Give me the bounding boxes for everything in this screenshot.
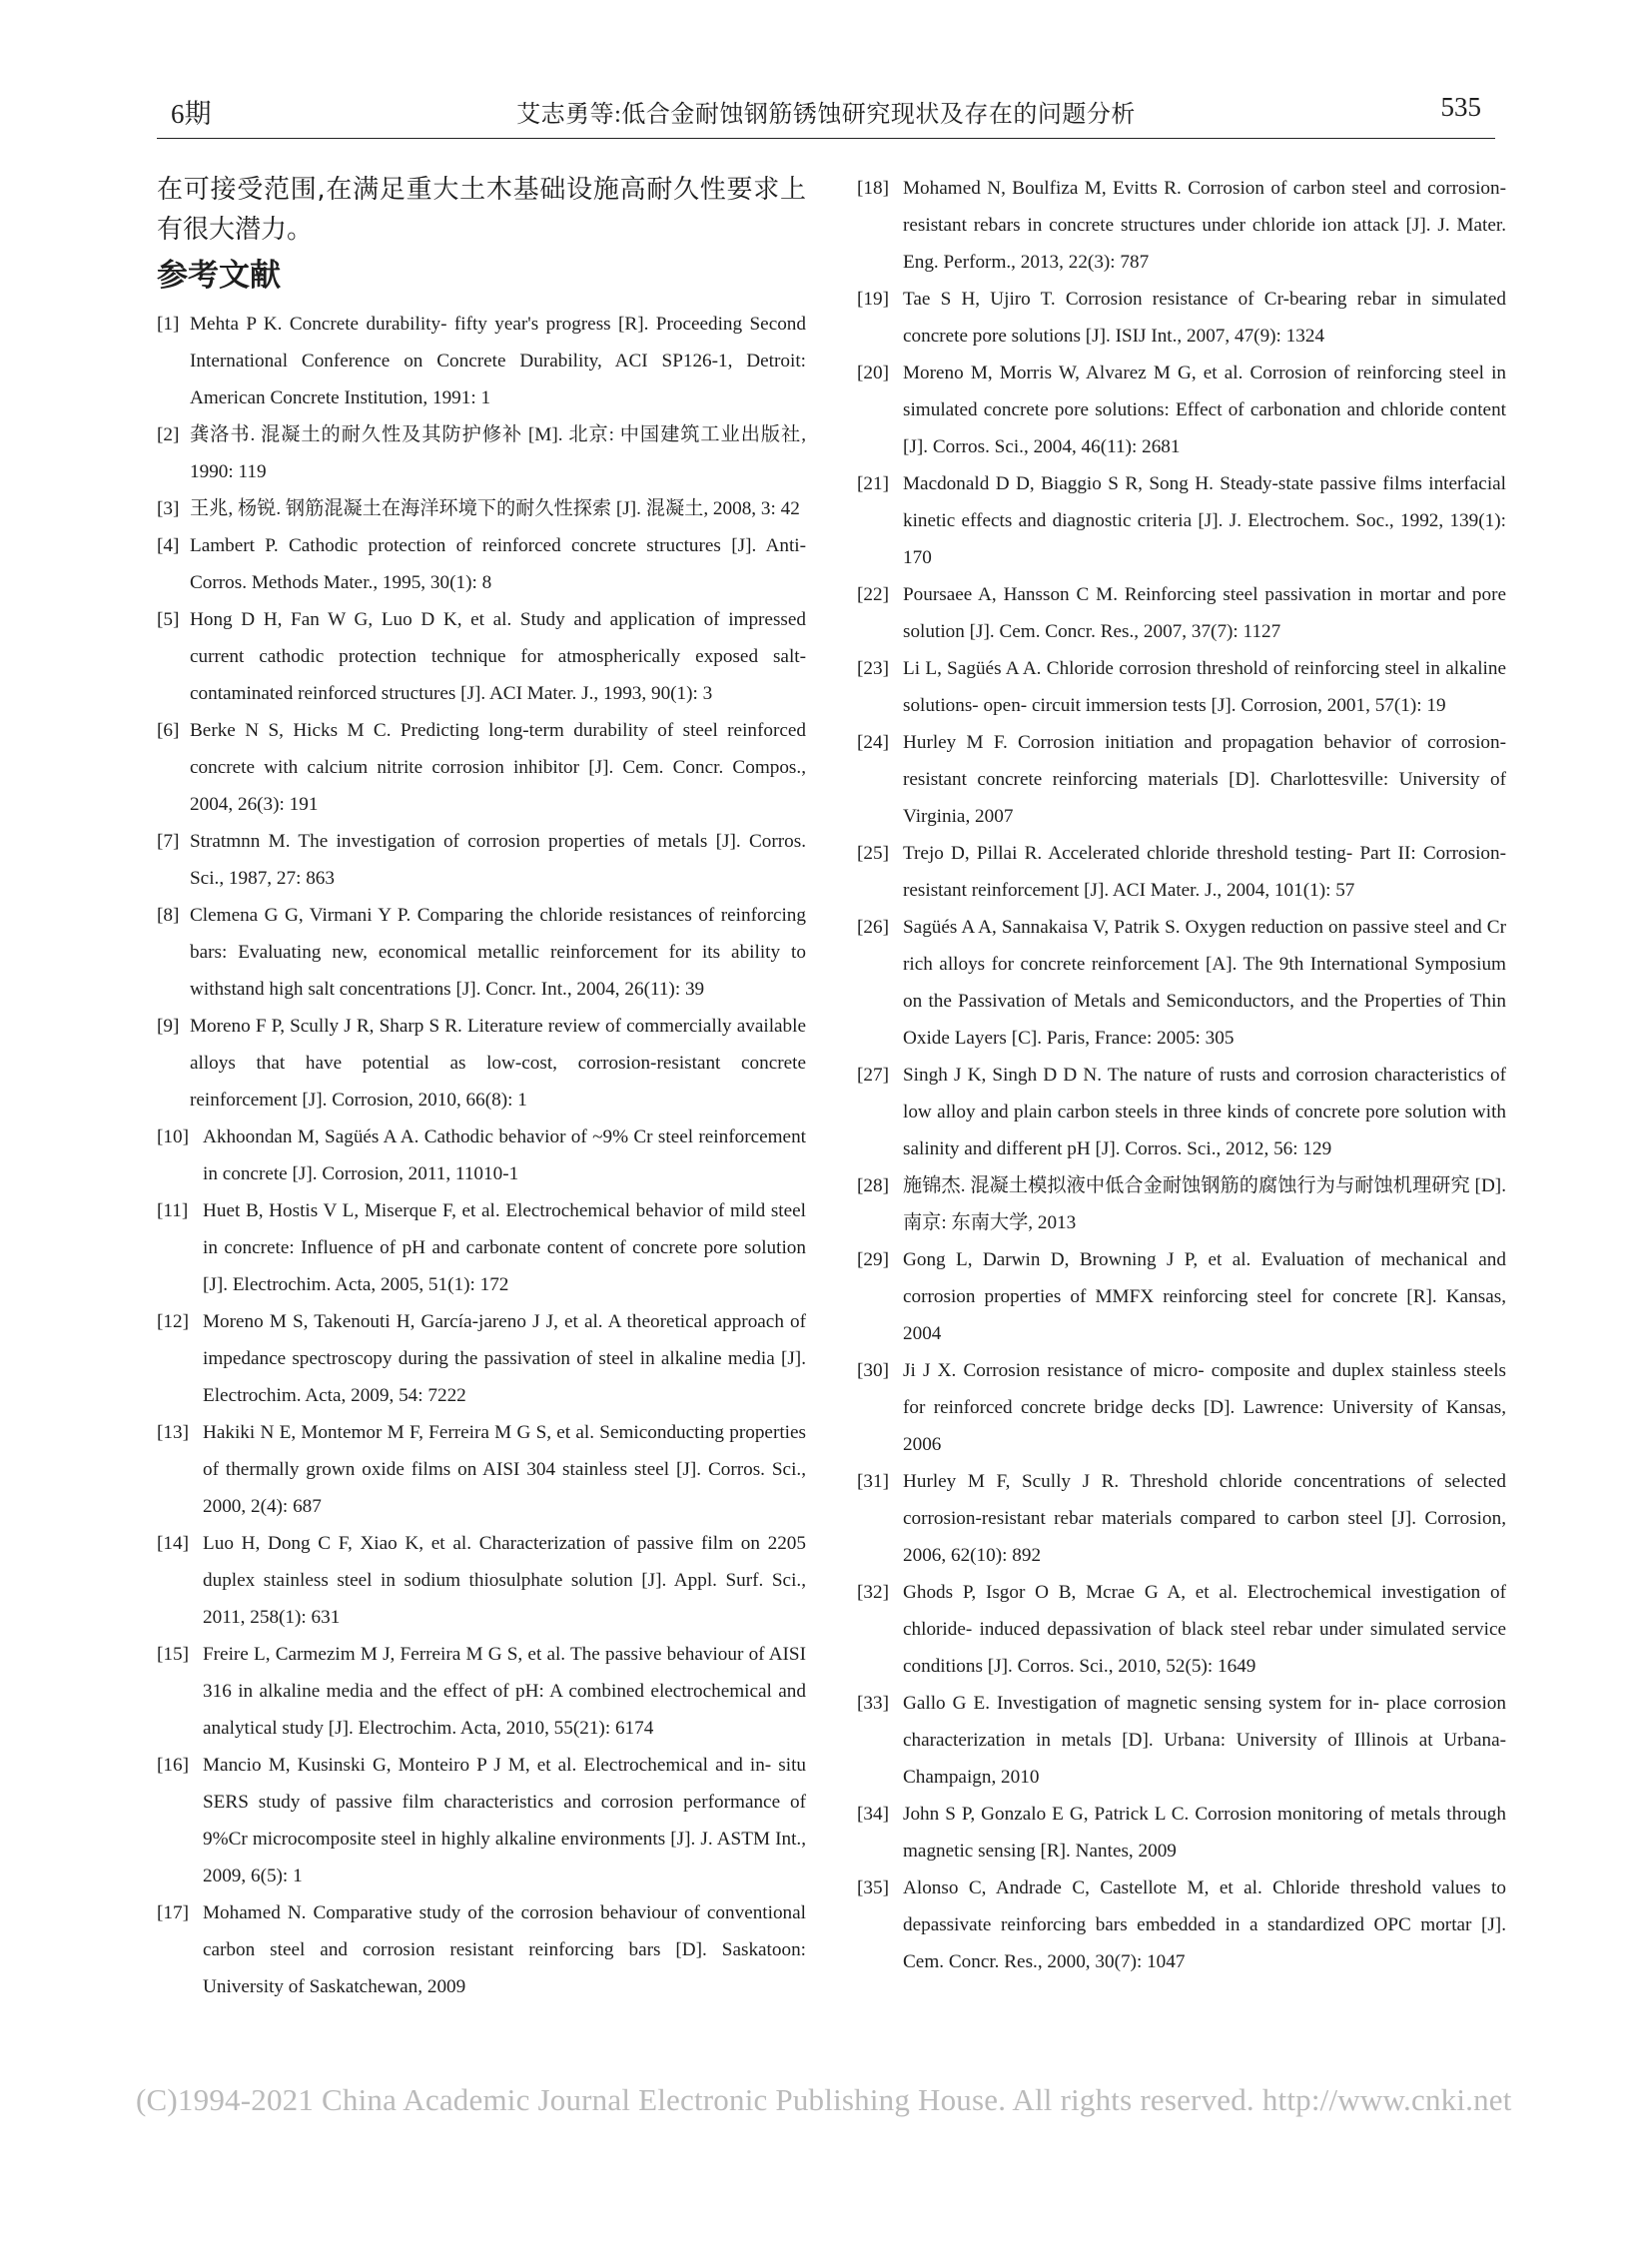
reference-number: [33] (857, 1693, 889, 1714)
reference-text: Singh J K, Singh D D N. The nature of rusts and corrosion characteristics of low alloy and plain carbon steels in three kinds of concrete pore solution with salinity and different pH [J]. Corros. Sci., 2012, 56: 129 (903, 1065, 1506, 1159)
reference-number: [11] (157, 1200, 189, 1221)
reference-text: Gong L, Darwin D, Browning J P, et al. Evaluation of mechanical and corrosion properties of MMFX reinforcing steel for concrete [R]. Kansas, 2004 (903, 1249, 1506, 1344)
running-title: 艾志勇等:低合金耐蚀钢筋锈蚀研究现状及存在的问题分析 (516, 102, 1136, 128)
reference-number: [5] (157, 609, 180, 630)
reference-entry (157, 601, 806, 712)
reference-text: Mancio M, Kusinski G, Monteiro P J M, et al. Electrochemical and in- situ SERS study of passive film characteristics and corrosion performance of 9%Cr microcomposite steel in highly alkaline environments [J]. J. ASTM Int., 2009, 6(5): 1 (203, 1755, 806, 1886)
references-list-right (857, 170, 1506, 1980)
reference-entry (857, 281, 1506, 355)
reference-entry (857, 724, 1506, 835)
reference-number: [14] (157, 1533, 189, 1554)
copyright-watermark: (C)1994-2021 China Academic Journal Electronic Publishing House. All rights reserved. http://www.cnki.net (136, 2082, 1512, 2117)
reference-number: [20] (857, 363, 889, 383)
reference-entry (157, 1894, 806, 2005)
reference-entry (857, 1167, 1506, 1241)
reference-entry (157, 416, 806, 490)
reference-entry (157, 1414, 806, 1525)
reference-text: Freire L, Carmezim M J, Ferreira M G S, et al. The passive behaviour of AISI 316 in alkaline media and the effect of pH: A combined electrochemical and analytical study [J]. Electrochim. Acta, 2010, 55(21): 6174 (203, 1644, 806, 1739)
reference-text: Luo H, Dong C F, Xiao K, et al. Characterization of passive film on 2205 duplex stainless steel in sodium thiosulphate solution [J]. Appl. Surf. Sci., 2011, 258(1): 631 (203, 1533, 806, 1628)
reference-number: [3] (157, 498, 180, 519)
reference-entry (857, 465, 1506, 576)
reference-number: [17] (157, 1902, 189, 1923)
reference-entry (157, 897, 806, 1008)
reference-number: [31] (857, 1471, 889, 1492)
reference-entry (857, 576, 1506, 650)
reference-text: Moreno M, Morris W, Alvarez M G, et al. Corrosion of reinforcing steel in simulated concrete pore solutions: Effect of carbonation and chloride content [J]. Corros. Sci., 2004, 46(11): 2681 (903, 363, 1506, 457)
reference-number: [10] (157, 1126, 189, 1147)
reference-text: Mohamed N, Boulfiza M, Evitts R. Corrosion of carbon steel and corrosion- resistant rebars in concrete structures under chloride ion attack [J]. J. Mater. Eng. Perform., 2013, 22(3): 787 (903, 178, 1506, 273)
header-rule (157, 138, 1495, 139)
reference-number: [16] (157, 1755, 189, 1776)
reference-entry (857, 170, 1506, 281)
reference-entry (857, 1574, 1506, 1685)
reference-entry (157, 1303, 806, 1414)
reference-number: [2] (157, 424, 180, 445)
reference-entry (857, 650, 1506, 724)
reference-text: Alonso C, Andrade C, Castellote M, et al. Chloride threshold values to depassivate reinforcing bars embedded in a standardized OPC mortar [J]. Cem. Concr. Res., 2000, 30(7): 1047 (903, 1877, 1506, 1972)
reference-text: 王兆, 杨锐. 钢筋混凝土在海洋环境下的耐久性探索 [J]. 混凝土, 2008, 3: 42 (190, 498, 800, 519)
reference-number: [27] (857, 1065, 889, 1086)
reference-text: Clemena G G, Virmani Y P. Comparing the chloride resistances of reinforcing bars: Evaluating new, economical metallic reinforcement for its ability to withstand high salt concentrations [J]. Concr. Int., 2004, 26(11): 39 (190, 905, 806, 1000)
reference-text: Mohamed N. Comparative study of the corrosion behaviour of conventional carbon steel and corrosion resistant reinforcing bars [D]. Saskatoon: University of Saskatchewan, 2009 (203, 1902, 806, 1997)
reference-text: Sagüés A A, Sannakaisa V, Patrik S. Oxygen reduction on passive steel and Cr rich alloys for concrete reinforcement [A]. The 9th International Symposium on the Passivation of Metals and Semiconductors, and the Properties of Thin Oxide Layers [C]. Paris, France: 2005: 305 (903, 917, 1506, 1049)
reference-text: 施锦杰. 混凝土模拟液中低合金耐蚀钢筋的腐蚀行为与耐蚀机理研究 [D]. 南京: 东南大学, 2013 (903, 1175, 1506, 1233)
reference-number: [13] (157, 1422, 189, 1443)
reference-number: [28] (857, 1175, 889, 1196)
reference-text: Li L, Sagüés A A. Chloride corrosion threshold of reinforcing steel in alkaline solutions- open- circuit immersion tests [J]. Corrosion, 2001, 57(1): 19 (903, 658, 1506, 716)
reference-entry (857, 355, 1506, 465)
reference-entry (857, 1057, 1506, 1167)
reference-entry (157, 1747, 806, 1894)
reference-number: [1] (157, 314, 180, 335)
reference-text: Akhoondan M, Sagüés A A. Cathodic behavior of ~9% Cr steel reinforcement in concrete [J]. Corrosion, 2011, 11010-1 (203, 1126, 806, 1184)
reference-text: Gallo G E. Investigation of magnetic sensing system for in- place corrosion characterization in metals [D]. Urbana: University of Illinois at Urbana-Champaign, 2010 (903, 1693, 1506, 1788)
reference-number: [21] (857, 473, 889, 494)
right-column (857, 170, 1506, 1980)
references-heading: 参考文献 (157, 258, 281, 294)
issue-number: 6期 (171, 99, 212, 129)
reference-text: John S P, Gonzalo E G, Patrick L C. Corrosion monitoring of metals through magnetic sensing [R]. Nantes, 2009 (903, 1804, 1506, 1862)
reference-text: Moreno F P, Scully J R, Sharp S R. Literature review of commercially available alloys that have potential as low-cost, corrosion-resistant concrete reinforcement [J]. Corrosion, 2010, 66(8): 1 (190, 1016, 806, 1111)
reference-text: Hakiki N E, Montemor M F, Ferreira M G S, et al. Semiconducting properties of thermally grown oxide films on AISI 304 stainless steel [J]. Corros. Sci., 2000, 2(4): 687 (203, 1422, 806, 1517)
reference-entry (157, 1119, 806, 1192)
reference-text: Hurley M F, Scully J R. Threshold chloride concentrations of selected corrosion-resistant rebar materials compared to carbon steel [J]. Corrosion, 2006, 62(10): 892 (903, 1471, 1506, 1566)
reference-text: Poursaee A, Hansson C M. Reinforcing steel passivation in mortar and pore solution [J]. Cem. Concr. Res., 2007, 37(7): 1127 (903, 584, 1506, 642)
reference-text: Tae S H, Ujiro T. Corrosion resistance of Cr-bearing rebar in simulated concrete pore solutions [J]. ISIJ Int., 2007, 47(9): 1324 (903, 289, 1506, 347)
reference-text: Ghods P, Isgor O B, Mcrae G A, et al. Electrochemical investigation of chloride- induced depassivation of black steel rebar under simulated service conditions [J]. Corros. Sci., 2010, 52(5): 1649 (903, 1582, 1506, 1677)
reference-entry (857, 1685, 1506, 1796)
reference-number: [6] (157, 720, 180, 741)
reference-entry (157, 1192, 806, 1303)
reference-text: Hurley M F. Corrosion initiation and propagation behavior of corrosion-resistant concrete reinforcing materials [D]. Charlottesville: University of Virginia, 2007 (903, 732, 1506, 827)
reference-entry (157, 1008, 806, 1119)
reference-text: Huet B, Hostis V L, Miserque F, et al. Electrochemical behavior of mild steel in concrete: Influence of pH and carbonate content of concrete pore solution [J]. Electrochim. Acta, 2005, 51(1): 172 (203, 1200, 806, 1295)
page-number: 535 (1440, 92, 1481, 122)
reference-number: [24] (857, 732, 889, 753)
reference-number: [8] (157, 905, 180, 926)
reference-number: [35] (857, 1877, 889, 1898)
reference-number: [32] (857, 1582, 889, 1603)
reference-entry (157, 1525, 806, 1636)
reference-entry (157, 527, 806, 601)
reference-entry (157, 306, 806, 416)
reference-number: [29] (857, 1249, 889, 1270)
reference-number: [19] (857, 289, 889, 310)
reference-entry (157, 490, 806, 527)
reference-number: [18] (857, 178, 889, 199)
reference-text: Ji J X. Corrosion resistance of micro- composite and duplex stainless steels for reinforced concrete bridge decks [D]. Lawrence: University of Kansas, 2006 (903, 1360, 1506, 1455)
reference-text: Macdonald D D, Biaggio S R, Song H. Steady-state passive films interfacial kinetic effects and diagnostic criteria [J]. J. Electrochem. Soc., 1992, 139(1): 170 (903, 473, 1506, 568)
reference-entry (857, 1241, 1506, 1352)
reference-entry (857, 835, 1506, 909)
reference-text: Lambert P. Cathodic protection of reinforced concrete structures [J]. Anti-Corros. Methods Mater., 1995, 30(1): 8 (190, 535, 806, 593)
reference-entry (857, 1796, 1506, 1869)
reference-number: [34] (857, 1804, 889, 1825)
reference-number: [22] (857, 584, 889, 605)
reference-entry (157, 712, 806, 823)
reference-number: [30] (857, 1360, 889, 1381)
reference-text: Hong D H, Fan W G, Luo D K, et al. Study and application of impressed current cathodic protection technique for atmospherically exposed salt- contaminated reinforced structures [J]. ACI Mater. J., 1993, 90(1): 3 (190, 609, 806, 704)
running-header (157, 88, 1495, 138)
reference-number: [25] (857, 843, 889, 864)
reference-entry (157, 1636, 806, 1747)
reference-text: Trejo D, Pillai R. Accelerated chloride threshold testing- Part II: Corrosion-resistant reinforcement [J]. ACI Mater. J., 2004, 101(1): 57 (903, 843, 1506, 901)
reference-number: [23] (857, 658, 889, 679)
reference-number: [15] (157, 1644, 189, 1665)
references-list-left (157, 306, 806, 2005)
reference-entry (857, 909, 1506, 1057)
left-column (157, 170, 806, 2005)
reference-text: Mehta P K. Concrete durability- fifty year's progress [R]. Proceeding Second International Conference on Concrete Durability, ACI SP126-1, Detroit: American Concrete Institution, 1991: 1 (190, 314, 806, 408)
reference-number: [4] (157, 535, 180, 556)
reference-number: [12] (157, 1311, 189, 1332)
intro-paragraph: 在可接受范围,在满足重大土木基础设施高耐久性要求上有很大潜力。 (157, 175, 806, 245)
reference-number: [9] (157, 1016, 180, 1037)
reference-text: Stratmnn M. The investigation of corrosion properties of metals [J]. Corros. Sci., 1987, 27: 863 (190, 831, 806, 889)
reference-number: [26] (857, 917, 889, 938)
reference-text: Moreno M S, Takenouti H, García-jareno J J, et al. A theoretical approach of impedance spectroscopy during the passivation of steel in alkaline media [J]. Electrochim. Acta, 2009, 54: 7222 (203, 1311, 806, 1406)
reference-text: 龚洛书. 混凝土的耐久性及其防护修补 [M]. 北京: 中国建筑工业出版社, 1990: 119 (190, 424, 806, 482)
reference-entry (857, 1869, 1506, 1980)
reference-entry (857, 1463, 1506, 1574)
reference-text: Berke N S, Hicks M C. Predicting long-term durability of steel reinforced concrete with calcium nitrite corrosion inhibitor [J]. Cem. Concr. Compos., 2004, 26(3): 191 (190, 720, 806, 815)
reference-number: [7] (157, 831, 180, 852)
reference-entry (857, 1352, 1506, 1463)
reference-entry (157, 823, 806, 897)
